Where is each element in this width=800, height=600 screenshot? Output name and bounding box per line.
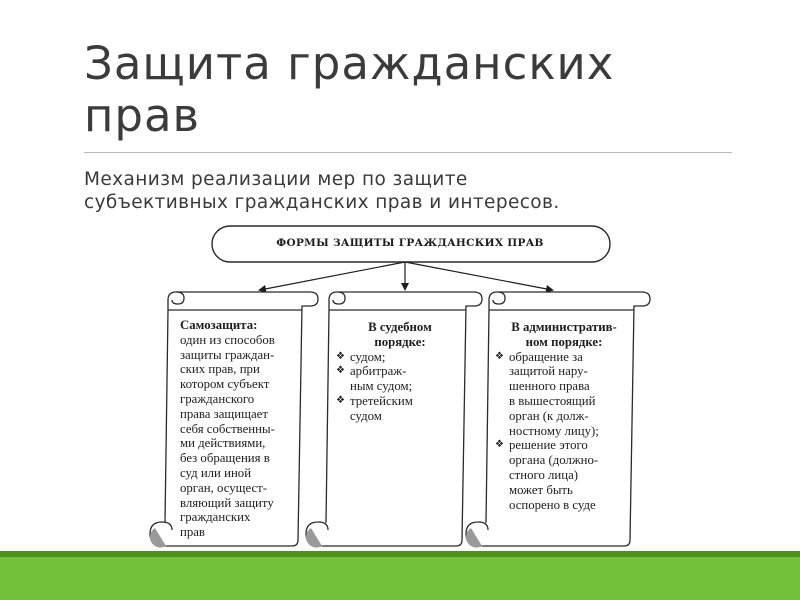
- self-defense-line: гражданского: [180, 391, 255, 406]
- subtitle-line-2: субъективных гражданских прав и интересов.: [84, 192, 560, 213]
- self-defense-line: котором субъект: [180, 377, 270, 392]
- administrative-heading: [495, 320, 633, 350]
- judicial-item-text: [350, 394, 464, 424]
- slide-title-line-1: Защита гражданских: [84, 37, 615, 90]
- bullet-icon: ❖: [495, 439, 504, 451]
- administrative-list: [495, 350, 633, 513]
- administrative-item-line: в вышестоящий: [509, 393, 596, 408]
- self-defense-line: ских прав, при: [180, 362, 260, 377]
- self-defense-line: прав: [180, 525, 205, 540]
- judicial-list: [336, 350, 464, 424]
- judicial-item-text: [350, 350, 464, 365]
- judicial-list-item: [336, 394, 464, 424]
- judicial-item-line: арбитраж-: [350, 364, 407, 379]
- diagram-header-label: ФОРМЫ ЗАЩИТЫ ГРАЖДАНСКИХ ПРАВ: [276, 237, 544, 249]
- administrative-list-item: [495, 438, 633, 512]
- connector-arrows: [260, 262, 552, 290]
- administrative-item-line: стного лица): [509, 467, 579, 482]
- self-defense-line: орган, осущест-: [180, 480, 267, 495]
- administrative-item-line: защитой нару-: [509, 364, 588, 379]
- self-defense-text: [180, 318, 300, 540]
- bullet-icon: ❖: [336, 394, 345, 406]
- judicial-item-line: третейским: [350, 393, 413, 408]
- administrative-item-line: органа (должно-: [509, 453, 599, 468]
- bullet-icon: ❖: [495, 350, 504, 362]
- self-defense-line: ми действиями,: [180, 436, 266, 451]
- administrative-item-line: может быть: [509, 482, 573, 497]
- judicial-heading: [336, 320, 464, 350]
- judicial-heading-line-1: В судебном: [368, 320, 432, 334]
- self-defense-description: [180, 333, 300, 540]
- subtitle-line-1: Механизм реализации мер по защите: [84, 169, 468, 190]
- judicial-list-item: [336, 364, 464, 394]
- administrative-text: [495, 320, 633, 512]
- administrative-item-line: ностному лицу);: [509, 423, 599, 438]
- self-defense-line: вляющий защиту: [180, 495, 274, 510]
- administrative-heading-line-1: В административ-: [511, 320, 617, 334]
- slide-title-line-2: прав: [84, 89, 201, 142]
- self-defense-line: права защищает: [180, 406, 268, 421]
- judicial-item-line: ным судом;: [350, 379, 413, 394]
- self-defense-line: без обращения в: [180, 451, 270, 466]
- self-defense-line: гражданских: [180, 510, 251, 525]
- administrative-heading-line-2: ном порядке:: [525, 334, 603, 349]
- footer-bar: [0, 557, 800, 600]
- self-defense-heading: Самозащита:: [180, 318, 258, 332]
- administrative-item-text: [509, 350, 633, 439]
- administrative-list-item: [495, 350, 633, 439]
- judicial-item-line: судом;: [350, 349, 386, 364]
- self-defense-line: суд или иной: [180, 465, 252, 480]
- administrative-item-line: шенного права: [509, 379, 590, 394]
- judicial-item-text: [350, 364, 464, 394]
- judicial-list-item: [336, 350, 464, 365]
- judicial-text: [336, 320, 464, 424]
- bullet-icon: ❖: [336, 350, 345, 362]
- arrow-to-self-defense: [260, 262, 405, 290]
- administrative-item-line: оспорено в суде: [509, 497, 596, 512]
- bullet-icon: ❖: [336, 365, 345, 377]
- self-defense-line: защиты граждан-: [180, 347, 275, 362]
- arrow-to-administrative: [405, 262, 552, 290]
- judicial-item-line: судом: [350, 408, 382, 423]
- administrative-item-line: решение этого: [509, 438, 588, 453]
- administrative-item-text: [509, 438, 633, 512]
- administrative-item-line: обращение за: [509, 349, 583, 364]
- judicial-heading-line-2: порядке:: [374, 334, 426, 349]
- administrative-item-line: орган (к долж-: [509, 408, 589, 423]
- self-defense-line: один из способов: [180, 332, 275, 347]
- self-defense-line: себя собственны-: [180, 421, 275, 436]
